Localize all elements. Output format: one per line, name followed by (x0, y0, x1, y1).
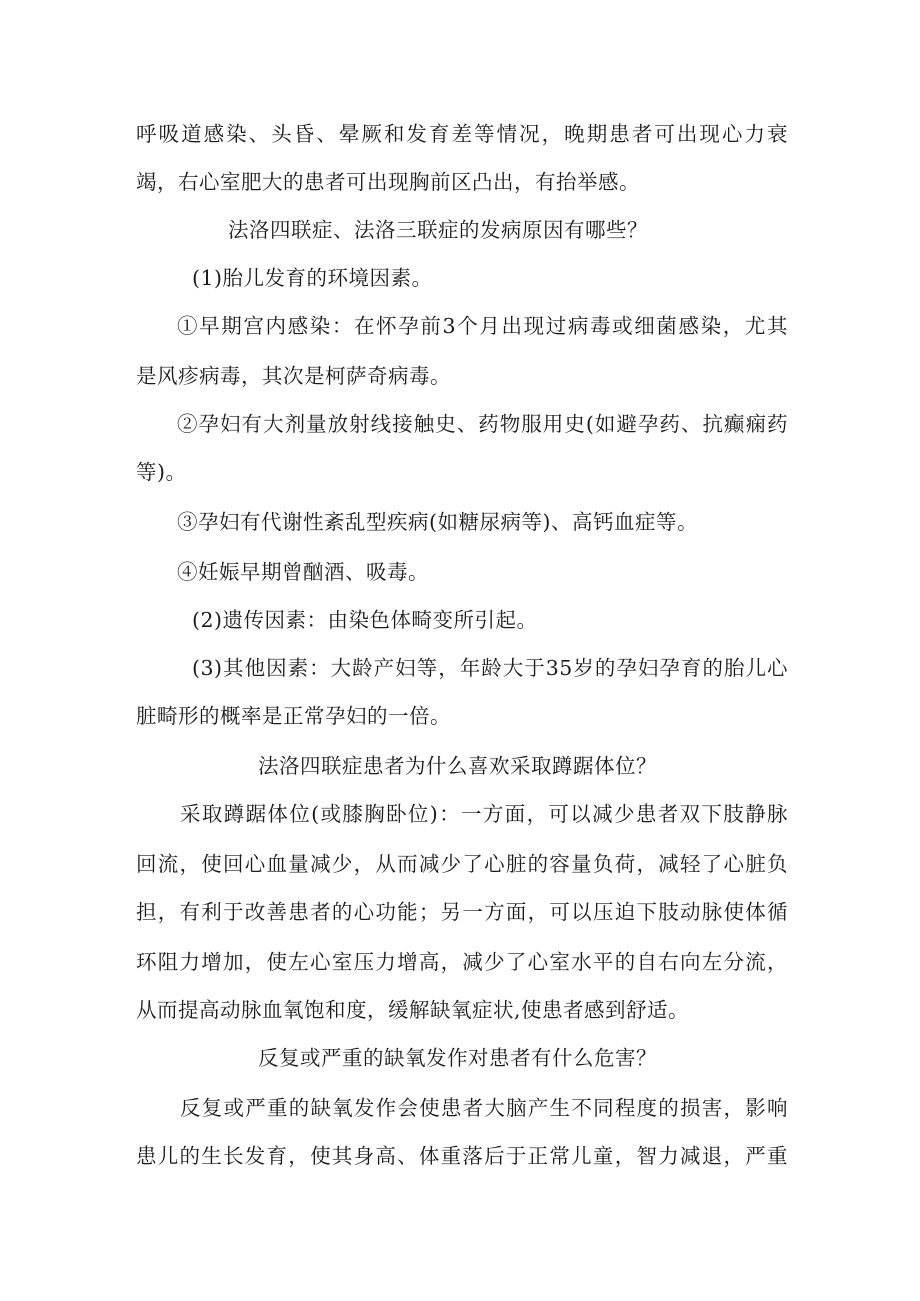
paragraph-line: 反复或严重的缺氧发作会使患者大脑产生不同程度的损害，影响 (180, 1096, 788, 1120)
paragraph-line: 脏畸形的概率是正常孕妇的一倍。 (136, 704, 451, 728)
paragraph-line: 担，有利于改善患者的心功能；另一方面，可以压迫下肢动脉使体循 (136, 900, 788, 924)
section-heading: 法洛四联症、法洛三联症的发病原因有哪些？ (228, 218, 648, 242)
paragraph-line: (1)胎儿发育的环境因素。 (192, 266, 433, 290)
section-heading: 法洛四联症患者为什么喜欢采取蹲踞体位？ (258, 754, 657, 778)
paragraph-line: 采取蹲踞体位(或膝胸卧位)：一方面，可以减少患者双下肢静脉 (180, 802, 788, 826)
paragraph-line: (3)其他因素：大龄产妇等，年龄大于35岁的孕妇孕育的胎儿心 (192, 656, 788, 680)
paragraph-line: 从而提高动脉血氧饱和度，缓解缺氧症状,使患者感到舒适。 (136, 998, 690, 1022)
paragraph-line: ④妊娠早期曾酗酒、吸毒。 (177, 560, 429, 584)
paragraph-line: 回流，使回心血量减少，从而减少了心脏的容量负荷，减轻了心脏负 (136, 852, 788, 876)
paragraph-line: ③孕妇有代谢性紊乱型疾病(如糖尿病等)、高钙血症等。 (177, 510, 698, 534)
paragraph-line: 呼吸道感染、头昏、晕厥和发育差等情况，晚期患者可出现心力衰 (136, 122, 788, 146)
paragraph-line: 等)。 (136, 460, 187, 484)
paragraph-line: ②孕妇有大剂量放射线接触史、药物服用史(如避孕药、抗癫痫药 (177, 412, 788, 436)
section-heading: 反复或严重的缺氧发作对患者有什么危害？ (258, 1046, 657, 1070)
paragraph-line: ①早期宫内感染：在怀孕前3个月出现过病毒或细菌感染，尤其 (177, 314, 788, 338)
paragraph-line: 环阻力增加，使左心室压力增高，减少了心室水平的自右向左分流， (136, 950, 788, 974)
paragraph-line: 患儿的生长发育，使其身高、体重落后于正常儿童，智力减退，严重 (136, 1144, 788, 1168)
paragraph-line: (2)遗传因素：由染色体畸变所引起。 (192, 608, 538, 632)
paragraph-line: 是风疹病毒，其次是柯萨奇病毒。 (136, 364, 451, 388)
paragraph-line: 竭，右心室肥大的患者可出现胸前区凸出，有抬举感。 (136, 170, 640, 194)
